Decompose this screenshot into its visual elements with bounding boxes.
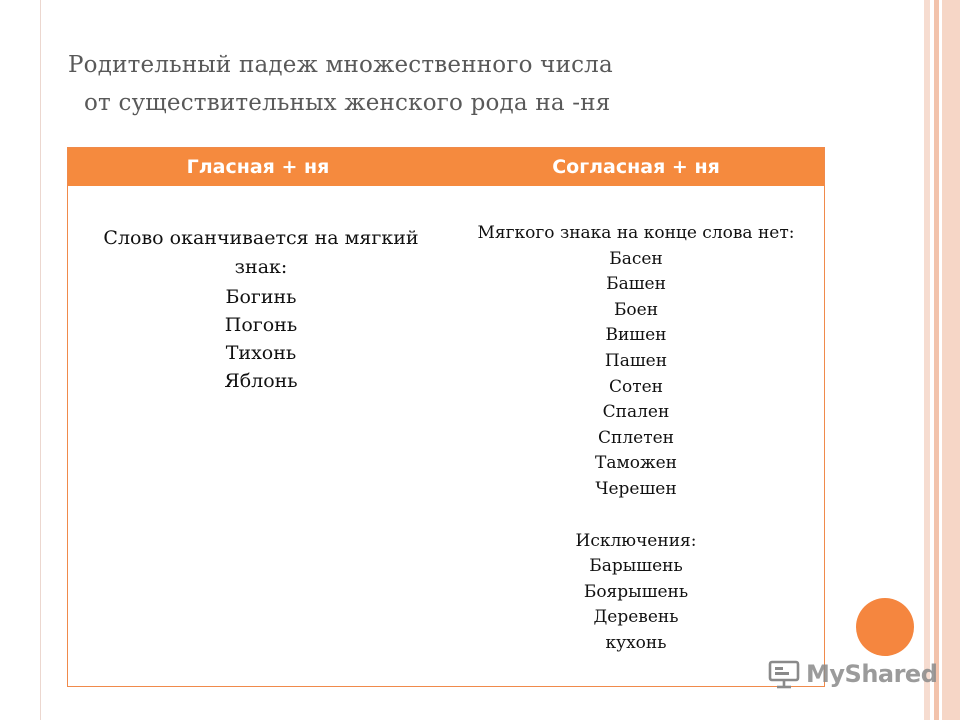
word-item: Яблонь [224, 370, 298, 392]
exception-item: Боярышень [583, 581, 689, 602]
header-consonant-nya: Согласная + ня [552, 156, 720, 178]
watermark-text: MyShared [806, 660, 938, 688]
exception-item: Барышень [589, 556, 683, 577]
word-item: Погонь [224, 314, 298, 336]
word-item: Таможен [595, 453, 677, 474]
word-item: Басен [609, 248, 663, 269]
header-vowel-nya: Гласная + ня [186, 156, 330, 178]
column-intro: Мягкого знака на конце слова нет: [477, 223, 795, 243]
column-vowel [96, 224, 426, 395]
word-item: Сотен [608, 376, 664, 397]
word-item: Вишен [605, 325, 667, 346]
watermark [768, 656, 937, 692]
word-item: Тихонь [225, 342, 297, 364]
decorative-stripe [942, 0, 960, 720]
table-header-row [68, 148, 824, 186]
comparison-table [67, 147, 825, 687]
slide-title [66, 46, 826, 122]
word-item: Спален [602, 402, 670, 423]
word-item: Богинь [225, 286, 297, 308]
word-item: Черешен [595, 478, 677, 499]
column-intro: Слово оканчивается на мягкий знак: [103, 227, 419, 278]
word-item: Сплетен [598, 427, 674, 448]
word-item: Пашен [604, 350, 668, 371]
decorative-circle [856, 598, 914, 656]
word-item: Башен [606, 274, 666, 295]
title-line-1: Родительный падеж множественного числа [68, 52, 613, 78]
word-item: Боен [613, 299, 659, 320]
column-consonant [448, 221, 824, 657]
exception-item: Деревень [593, 607, 679, 628]
spacer [448, 503, 824, 529]
exceptions-label: Исключения: [575, 530, 697, 551]
presentation-board-icon [768, 659, 802, 689]
exception-item: кухонь [605, 632, 667, 653]
title-line-2: от существительных женского рода на -ня [84, 90, 611, 116]
